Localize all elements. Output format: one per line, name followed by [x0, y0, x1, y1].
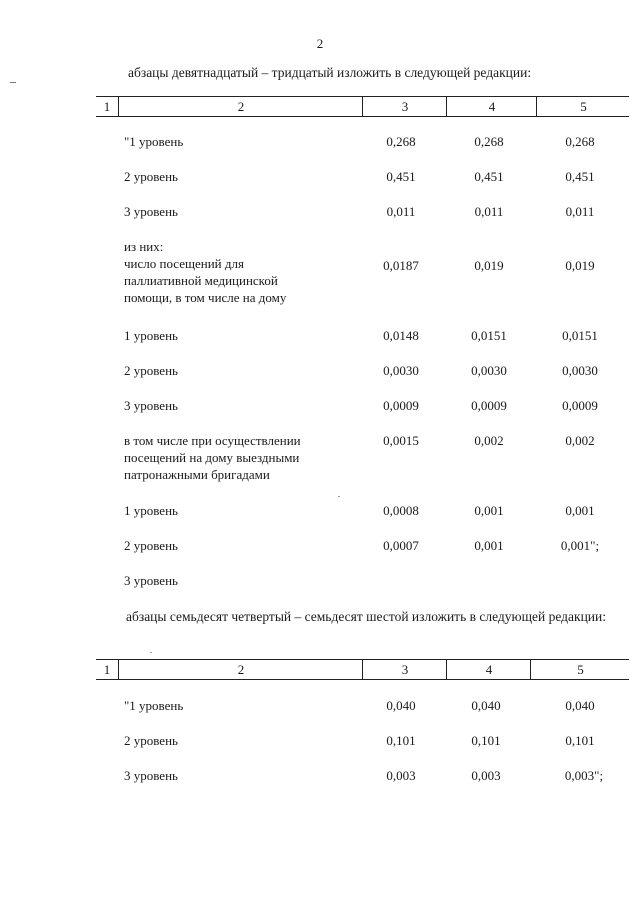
table1-header-col5: 5	[536, 97, 630, 116]
scan-speck	[338, 496, 340, 497]
cell-col4: 0,003	[471, 768, 501, 783]
cell-col4: 0,0151	[471, 328, 507, 343]
paragraph-instruction-1: абзацы девятнадцатый – тридцатый изложить в следующей редакции:	[128, 65, 532, 80]
row-label: 3 уровень	[124, 573, 178, 588]
row-label: 2 уровень	[124, 363, 178, 378]
cell-col5: 0,040	[565, 698, 595, 713]
row-label: 2 уровень	[124, 538, 178, 553]
table2-header-col3: 3	[362, 660, 447, 679]
cell-col3: 0,0030	[383, 363, 419, 378]
cell-col3: 0,003	[386, 768, 416, 783]
cell-col4: 0,019	[474, 258, 504, 273]
cell-col5: 0,001";	[560, 538, 600, 553]
cell-col3: 0,268	[386, 134, 416, 149]
cell-col3: 0,0015	[383, 433, 419, 448]
cell-col4: 0,001	[474, 503, 504, 518]
table1-header-col2: 2	[118, 97, 363, 116]
cell-col4: 0,268	[474, 134, 504, 149]
table2-header	[96, 659, 629, 680]
cell-col3: 0,101	[386, 733, 416, 748]
table2-header-col2: 2	[118, 660, 363, 679]
cell-col5: 0,0009	[562, 398, 598, 413]
table2-header-col4: 4	[446, 660, 531, 679]
cell-col4: 0,001	[474, 538, 504, 553]
cell-col4: 0,011	[474, 204, 504, 219]
row-label: 3 уровень	[124, 204, 178, 219]
row-label: "1 уровень	[124, 134, 184, 149]
row-label	[124, 238, 324, 306]
cell-col5: 0,001	[565, 503, 595, 518]
cell-col4: 0,451	[474, 169, 504, 184]
cell-col5: 0,011	[565, 204, 595, 219]
row-label-intro: из них:	[124, 239, 164, 254]
cell-col3: 0,0148	[383, 328, 419, 343]
cell-col5: 0,101	[565, 733, 595, 748]
row-label-text: число посещений для паллиативной медицинской помощи, в том числе на дому	[124, 256, 287, 305]
table1-header-col1: 1	[103, 99, 111, 114]
cell-col5: 0,0030	[562, 363, 598, 378]
cell-col3: 0,011	[386, 204, 416, 219]
cell-col4: 0,0009	[471, 398, 507, 413]
cell-col3: 0,0187	[383, 258, 419, 273]
cell-col3: 0,451	[386, 169, 416, 184]
cell-col5: 0,451	[565, 169, 595, 184]
cell-col5: 0,002	[565, 433, 595, 448]
cell-col3: 0,0007	[383, 538, 419, 553]
cell-col4: 0,101	[471, 733, 501, 748]
cell-col4: 0,002	[474, 433, 504, 448]
row-label: 1 уровень	[124, 503, 178, 518]
table1-header	[96, 96, 629, 117]
cell-col3: 0,0008	[383, 503, 419, 518]
row-label: 3 уровень	[124, 768, 178, 783]
table2-header-col5: 5	[530, 660, 630, 679]
cell-col5: 0,003";	[564, 768, 604, 783]
row-label: 2 уровень	[124, 169, 178, 184]
cell-col4: 0,040	[471, 698, 501, 713]
scan-speck	[150, 652, 152, 653]
cell-col5: 0,268	[565, 134, 595, 149]
cell-col3: 0,0009	[383, 398, 419, 413]
cell-col4: 0,0030	[471, 363, 507, 378]
table2-header-col1: 1	[103, 662, 111, 677]
row-label: "1 уровень	[124, 698, 184, 713]
paragraph-instruction-2: абзацы семьдесят четвертый – семьдесят шестой изложить в следующей редакции:	[126, 609, 607, 624]
row-label: в том числе при осуществлении посещений на дому выездными патронажными бригадами	[124, 433, 301, 482]
table1-header-col3: 3	[362, 97, 447, 116]
page-number: 2	[316, 36, 324, 51]
cell-col5: 0,019	[565, 258, 595, 273]
row-label: 3 уровень	[124, 398, 178, 413]
cell-col3: 0,040	[386, 698, 416, 713]
row-label: 1 уровень	[124, 328, 178, 343]
table1-header-col4: 4	[446, 97, 537, 116]
scan-mark	[10, 82, 16, 83]
row-label: 2 уровень	[124, 733, 178, 748]
cell-col5: 0,0151	[562, 328, 598, 343]
